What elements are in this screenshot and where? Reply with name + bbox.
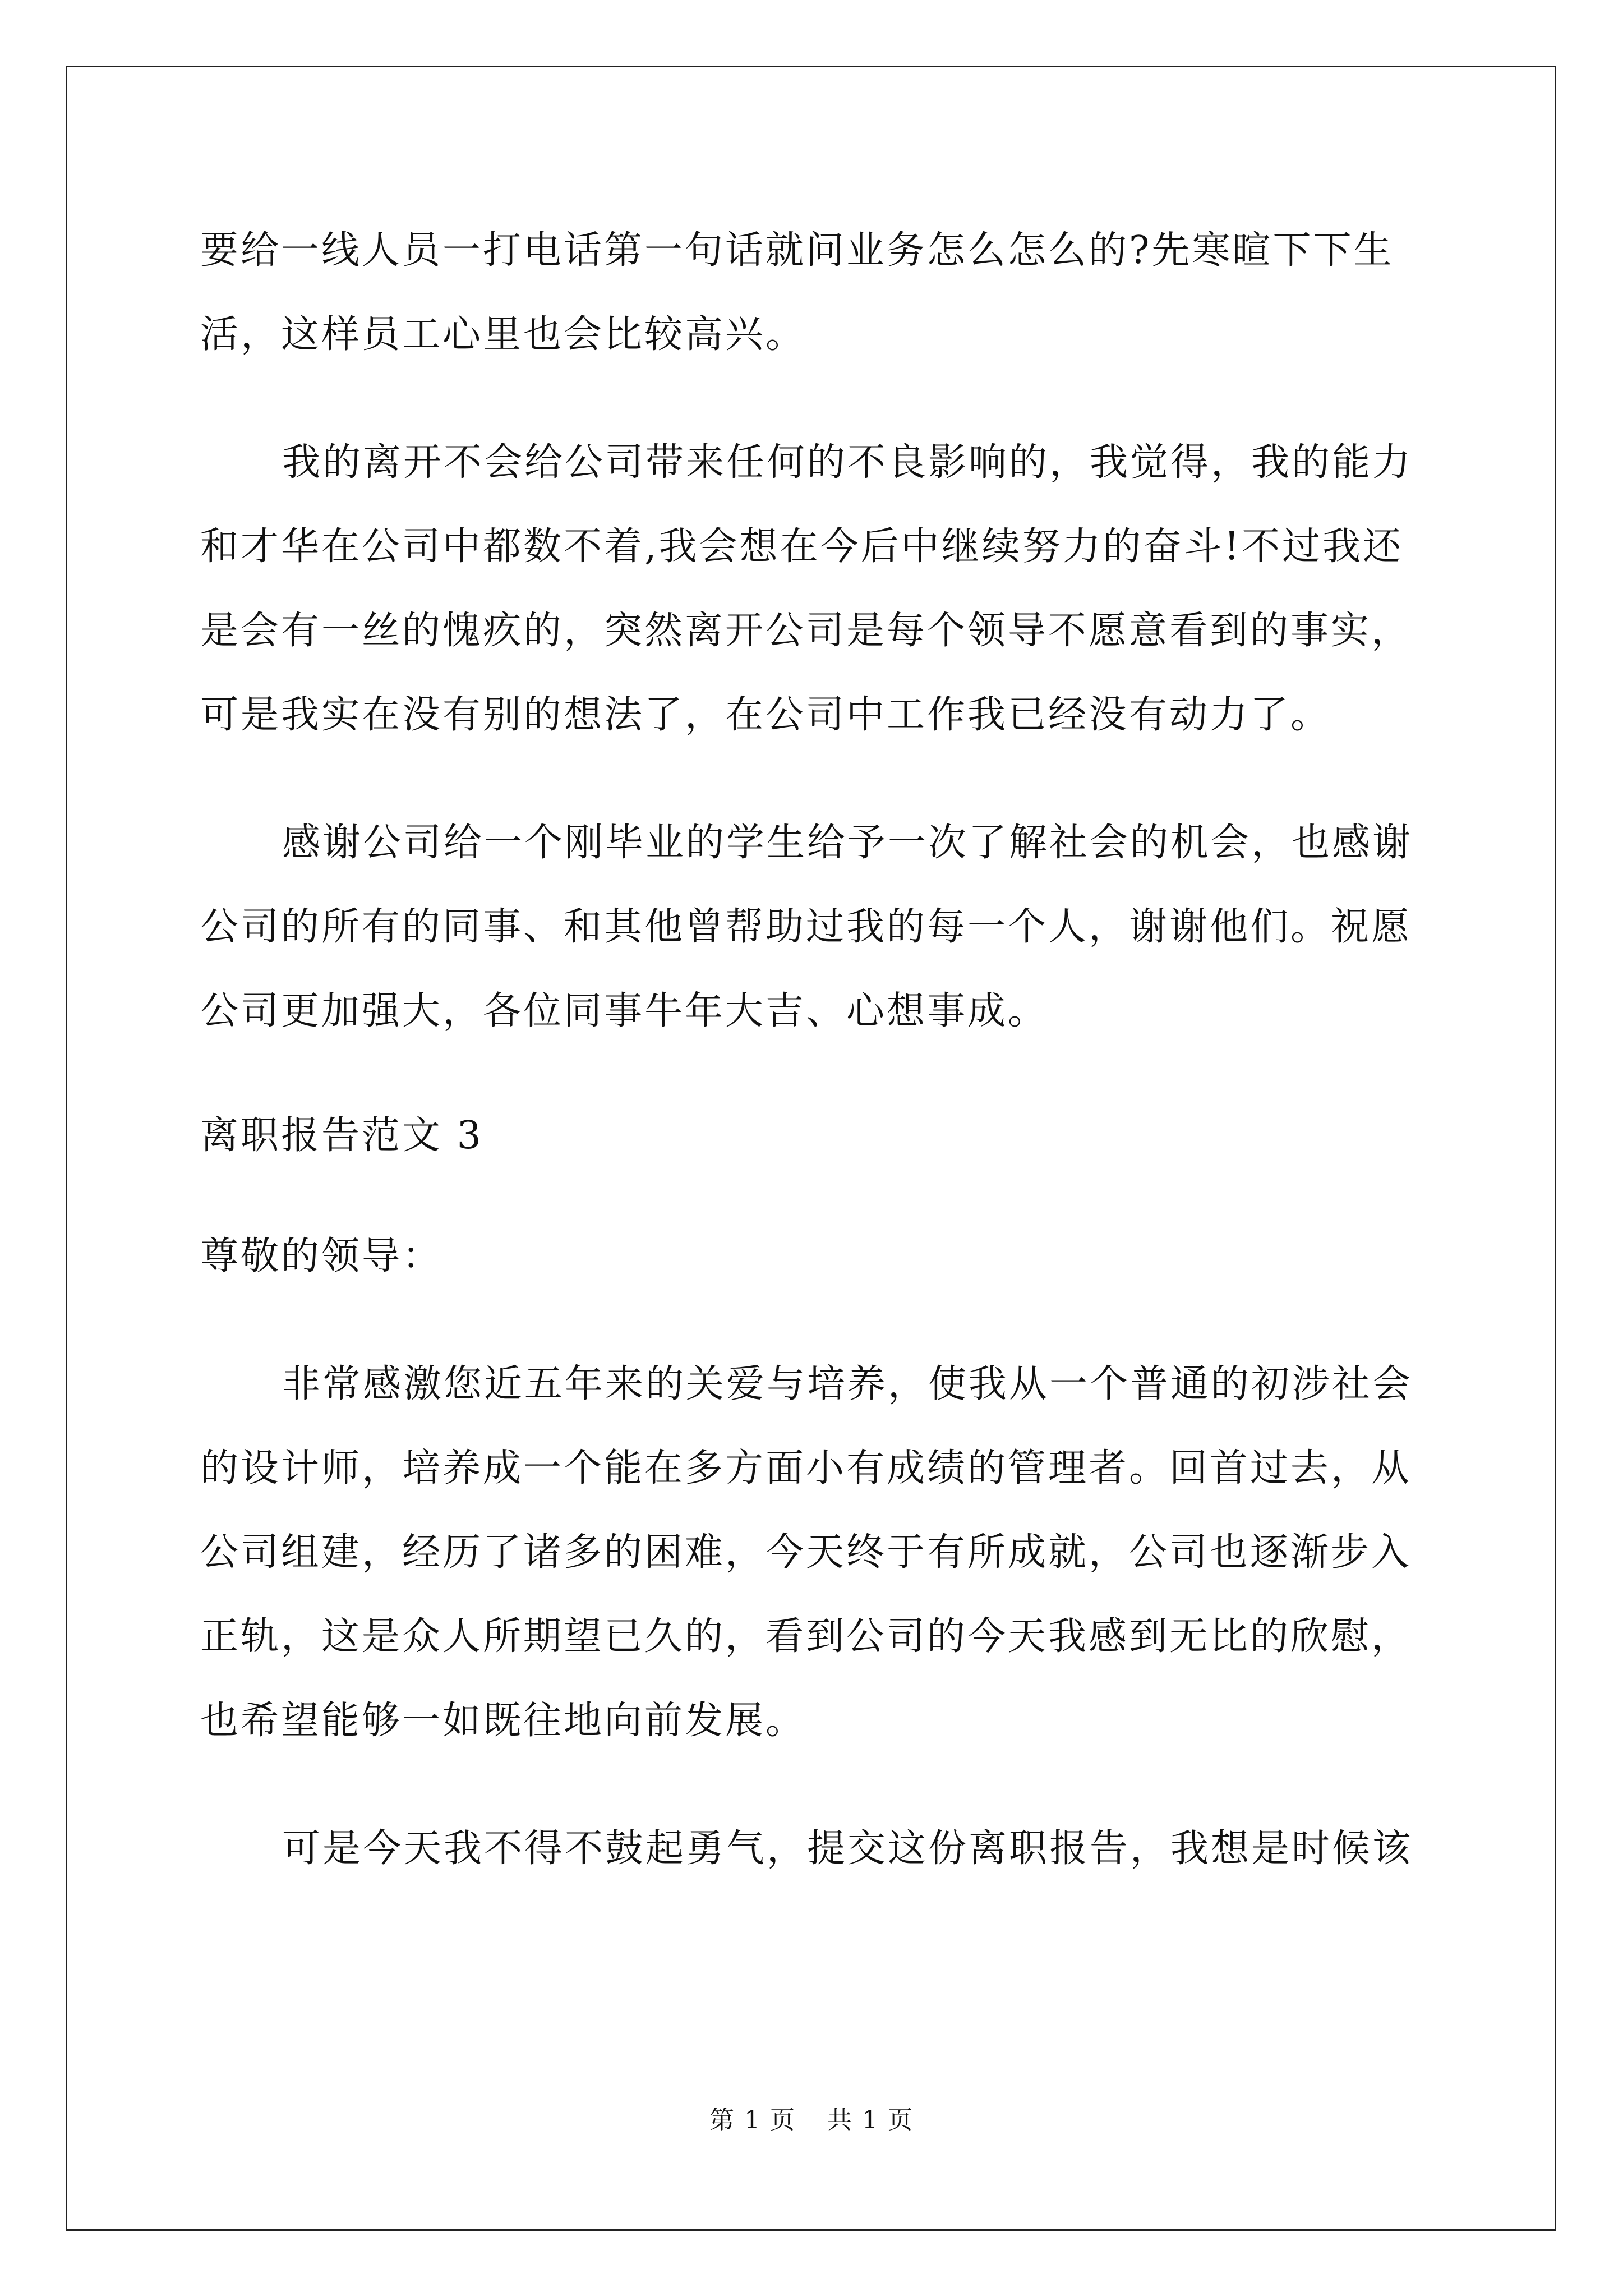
- text-line: 是会有一丝的愧疚的，突然离开公司是每个领导不愿意看到的事实，: [200, 609, 1412, 653]
- text-line: 感谢公司给一个刚毕业的学生给予一次了解社会的机会，也感谢: [282, 821, 1413, 865]
- text-line: 非常感激您近五年来的关爱与培养，使我从一个普通的初涉社会: [282, 1362, 1413, 1406]
- text-line: 活，这样员工心里也会比较高兴。: [200, 312, 806, 357]
- salutation: 尊敬的领导：: [200, 1234, 443, 1278]
- text-line: 和才华在公司中都数不着,我会想在今后中继续努力的奋斗!不过我还: [200, 524, 1403, 569]
- section-heading: 离职报告范文 3: [200, 1114, 483, 1158]
- text-line: 要给一线人员一打电话第一句话就问业务怎么怎么的?先寒暄下下生: [200, 228, 1394, 273]
- page-footer: [0, 2105, 1623, 2136]
- text-line: 公司更加强大，各位同事牛年大吉、心想事成。: [200, 989, 1049, 1033]
- text-line: 可是我实在没有别的想法了，在公司中工作我已经没有动力了。: [200, 693, 1331, 737]
- text-line: 公司的所有的同事、和其他曾帮助过我的每一个人，谢谢他们。祝愿: [200, 905, 1412, 949]
- page-number: 第 1 页: [709, 2106, 796, 2134]
- text-line: 也希望能够一如既往地向前发展。: [200, 1699, 806, 1743]
- page-total: 共 1 页: [827, 2106, 914, 2134]
- text-line: 我的离开不会给公司带来任何的不良影响的，我觉得，我的能力: [282, 440, 1413, 485]
- text-line: 正轨，这是众人所期望已久的，看到公司的今天我感到无比的欣慰，: [200, 1614, 1412, 1659]
- text-line: 的设计师，培养成一个能在多方面小有成绩的管理者。回首过去，从: [200, 1446, 1412, 1490]
- text-line: 可是今天我不得不鼓起勇气，提交这份离职报告，我想是时候该: [282, 1826, 1413, 1871]
- text-line: 公司组建，经历了诸多的困难，今天终于有所成就，公司也逐渐步入: [200, 1530, 1412, 1575]
